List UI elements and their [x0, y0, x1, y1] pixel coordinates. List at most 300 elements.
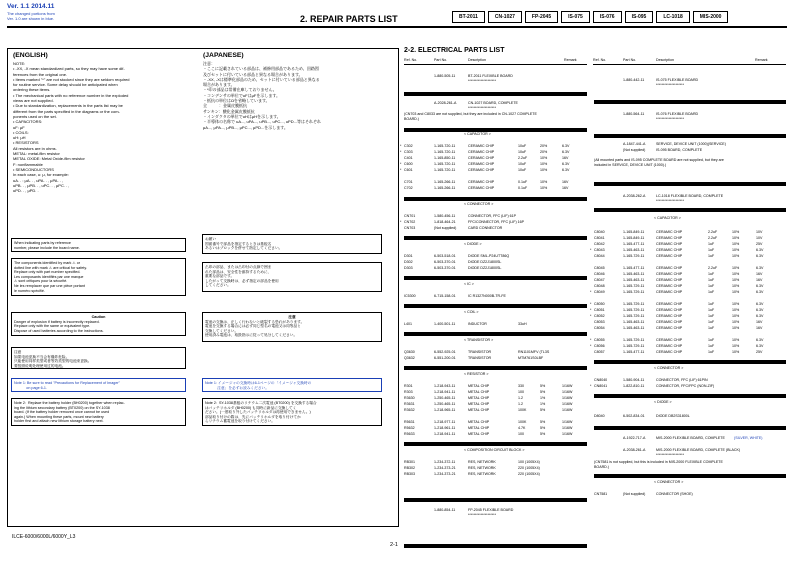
part-no: 1-250-465-11 [434, 402, 456, 406]
japanese-note-line: 注意： [203, 61, 215, 66]
value: 1uF [708, 290, 715, 294]
description: CERAMIC CHIP [656, 248, 683, 252]
part-no: 1-165-463-11 [623, 248, 645, 252]
part-no: 1-165-720-11 [434, 150, 456, 154]
part-no: 1-165-266-11 [434, 180, 456, 184]
part-no: 1-234-372-11 [434, 460, 456, 464]
category-label: < CONNECTOR > [654, 480, 684, 484]
part-no: 1-165-729-11 [623, 290, 645, 294]
value: 2.2uF [708, 266, 718, 270]
model-cn-1027: CN-1027 [488, 11, 522, 23]
japanese-note-line: ・ここに記載されている部品は、補修用部品であるため、回路図 [203, 66, 319, 72]
part-no: 1-165-729-11 [623, 314, 645, 318]
description: ******************** [468, 106, 496, 110]
stock-mark: * [590, 384, 592, 388]
parts-note: included in SERVICE, DEVICE UNIT (1000).) [594, 163, 667, 167]
rating: 6.3V [756, 254, 764, 258]
japanese-note-line: ・半導体の名称で uA..., uPA..., uPB..., uPC..., uPD...等はそれぞれ [203, 119, 321, 125]
description: METAL CHIP [468, 396, 490, 400]
page-title: 2. REPAIR PARTS LIST [300, 14, 398, 24]
ref-no: C8043 [594, 248, 605, 252]
stock-mark: * [400, 144, 402, 148]
value: 10uF [518, 144, 527, 148]
tolerance: 5% [540, 426, 546, 430]
col1-desc-header: Description [468, 58, 486, 62]
part-no: 1-165-720-11 [434, 162, 456, 166]
description: TRANSISTOR [468, 356, 492, 360]
rating: 6.3V [756, 290, 764, 294]
part-no: 1-818-464-21 [434, 220, 456, 224]
japanese-notes [203, 61, 321, 130]
value: 1uF [708, 248, 715, 252]
description: RES, NETWORK [468, 472, 496, 476]
description: FP-2045 FLEXIBLE BOARD [468, 508, 514, 512]
rating: 6.3V [562, 144, 570, 148]
rating: 16V [562, 156, 569, 160]
part-no: 1-165-720-11 [434, 168, 456, 172]
description: METAL CHIP [468, 390, 490, 394]
note2-en: Note 2: Replace the battery holder (BH0200) together when replac- ing the lithium secondary battery (BT0200) on the SY-1038 board. (If the battery holder removed once cannot be used again.) When mounting these parts, mount new battery holder first and attach new lithium storage battery next. [11, 398, 186, 426]
english-note-line: • COILS: [13, 129, 29, 135]
english-note-line: METAL OXIDE: Metal Oxide-film resistor [13, 156, 85, 162]
value: 1.2 [518, 402, 523, 406]
stock-mark: * [590, 290, 592, 294]
value: RN1101MFV (TL3S [518, 350, 550, 354]
col2-desc-header: Description [656, 58, 674, 62]
part-no: 1-234-373-21 [434, 472, 456, 476]
model-is-095: IS-095 [625, 11, 654, 23]
english-note-line: • RESISTORS [13, 140, 39, 146]
value: 0.1uF [518, 180, 528, 184]
ref-no: IC5300 [404, 294, 416, 298]
part-no: 1-165-463-11 [623, 272, 645, 276]
ref-no: C303 [404, 150, 413, 154]
parts-note: BOARD.) [594, 465, 609, 469]
ref-no: CN8040 [594, 378, 608, 382]
english-note-line: ponents used on the set. [13, 113, 57, 119]
part-no: 1-580-456-11 [434, 214, 456, 218]
ref-no: C8057 [594, 350, 605, 354]
rating: 16V [756, 326, 763, 330]
section-separator [594, 360, 786, 364]
part-no: A-2038-262-A [623, 194, 646, 198]
ref-no: R303 [404, 390, 413, 394]
tolerance: 10% [732, 230, 740, 234]
part-no: 1-580-904-11 [623, 378, 645, 382]
english-note-line: ferences from the original one. [13, 71, 68, 77]
description: CERAMIC CHIP [656, 308, 683, 312]
description: METAL CHIP [468, 408, 490, 412]
ref-no: C8040 [594, 230, 605, 234]
tolerance: 10% [732, 308, 740, 312]
part-no: 6-551-200-01 [434, 356, 456, 360]
section-separator [404, 332, 587, 336]
col2-header-rule [593, 64, 786, 65]
rating: 10V [756, 236, 763, 240]
section-separator [404, 544, 587, 548]
part-no: 1-880-854-11 [434, 508, 456, 512]
japanese-note-line: ・-XX, -Xは標準化部品のため、セットに付いている部品と異なる [203, 76, 320, 82]
description: CERAMIC CHIP [468, 180, 495, 184]
rating: 16V [562, 186, 569, 190]
col1-header-rule [404, 64, 587, 65]
part-no: 1-165-477-11 [623, 266, 645, 270]
footer-model: ILCE-6000/6000L/6000Y_L3 [12, 534, 76, 540]
ref-no: C401 [404, 156, 413, 160]
english-note-line: • Due to standardization, replacements in the parts list may be [13, 103, 123, 109]
ref-no: Q3630 [404, 350, 415, 354]
value: 1uF [708, 344, 715, 348]
description: CERAMIC CHIP [656, 338, 683, 342]
ref-no: C8055 [594, 338, 605, 342]
part-no: 1-165-463-11 [623, 320, 645, 324]
rating: 6.3V [756, 302, 764, 306]
description: CERAMIC CHIP [468, 156, 495, 160]
ref-no: D302 [404, 260, 413, 264]
electrical-parts-heading: 2-2. ELECTRICAL PARTS LIST [404, 47, 505, 54]
description: RES, NETWORK [468, 460, 496, 464]
tolerance: 10% [732, 350, 740, 354]
ref-no: C8047 [594, 278, 605, 282]
japanese-note-line: μA..., μPA..., μPB..., μPC..., μPD...を示します。 [203, 124, 288, 130]
japanese-note-line: サンキン：酸化金属皮膜抵抗 [203, 108, 255, 114]
description: CERAMIC CHIP [656, 266, 683, 270]
part-no: 1-218-941-11 [434, 390, 456, 394]
rating: 10V [756, 230, 763, 234]
description: CERAMIC CHIP [656, 278, 683, 282]
tolerance: 5% [540, 432, 546, 436]
description: RES, NETWORK [468, 466, 496, 470]
parts-note: (CN703 and C8033 are not supplied, but they are included in CN-1027 COMPLETE [404, 112, 537, 116]
japanese-note-line: ・*印の部品は常備在庫しておりません。 [203, 87, 277, 93]
description: METAL CHIP [468, 420, 490, 424]
safety-mark-note-en: The components identified by mark ⚠ or dotted line with mark ⚠ are critical for safety. Replace only with part number specified. Les composants identifiés par une marque ⚠ sont critiques pour la sécurité. Ne les remplacer que par une pièce portant le numéro spécifié. [11, 258, 186, 296]
english-note-line: for routine service. Some delay should be anticipated when [13, 82, 118, 88]
tolerance: 10% [732, 302, 740, 306]
part-no: 1-218-965-11 [434, 408, 456, 412]
tolerance: 10% [732, 326, 740, 330]
part-no: 1-165-849-11 [623, 230, 645, 234]
category-label: < TRANSISTOR > [464, 338, 494, 342]
description: CERAMIC CHIP [656, 284, 683, 288]
description: METAL CHIP [468, 402, 490, 406]
description: ******************** [656, 199, 684, 203]
value: 0.1uF [518, 186, 528, 190]
tolerance: 10% [540, 168, 548, 172]
model-fp-2045: FP-2045 [525, 11, 558, 23]
ref-no: R3632 [404, 408, 415, 412]
parts-note: (CN7581 is not supplied, but this is included in MIS-2000 FLEXIBLE COMPLETE [594, 460, 723, 464]
value: 10uF [518, 162, 527, 166]
english-note-line: All resistors are in ohms. [13, 145, 57, 151]
stock-mark: * [400, 162, 402, 166]
part-no: A-2028-261-A [434, 101, 457, 105]
english-note-line: METAL: metal-film resistor [13, 151, 60, 157]
value: 1uF [708, 308, 715, 312]
description: CERAMIC CHIP [656, 242, 683, 246]
part-no: 1-218-961-11 [434, 426, 456, 430]
ref-no: CN702 [404, 220, 416, 224]
color-variant: (SILVER, WHITE) [734, 436, 763, 440]
parts-note: BOARD.) [404, 117, 419, 121]
part-no: 6-715-158-01 [434, 294, 456, 298]
reference-note-en: When indicating parts by reference number, please include the board name. [11, 238, 186, 252]
part-no: 1-165-729-11 [623, 284, 645, 288]
value: 1uF [708, 254, 715, 258]
rating: 1/16W [562, 408, 573, 412]
value: 1uF [708, 338, 715, 342]
japanese-note-line: 場合があります。 [203, 82, 235, 88]
tolerance: 10% [732, 278, 740, 282]
part-no: 1-218-943-11 [434, 384, 456, 388]
part-no: 1-165-477-11 [623, 242, 645, 246]
description: ******************** [468, 513, 496, 517]
description: CERAMIC CHIP [468, 150, 495, 154]
ref-no: D301 [404, 254, 413, 258]
english-note-line: F: nonflammable [13, 161, 43, 167]
ref-no: C601 [404, 168, 413, 172]
tolerance: 10% [540, 180, 548, 184]
value: 100 [518, 390, 524, 394]
part-no: A-2038-261-A [623, 448, 646, 452]
rating: 1/16W [562, 384, 573, 388]
rating: 16V [756, 278, 763, 282]
rating: 6.3V [756, 266, 764, 270]
ref-no: C302 [404, 144, 413, 148]
value: 1uF [708, 278, 715, 282]
rating: 25V [756, 350, 763, 354]
category-label: < CAPACITOR > [654, 216, 681, 220]
description: IS-095 BOARD, COMPLETE [656, 148, 703, 152]
section-separator [594, 474, 786, 478]
tolerance: 10% [540, 156, 548, 160]
value: 10uF [518, 168, 527, 172]
rating: 6.3V [562, 150, 570, 154]
ref-no: R5632 [404, 426, 415, 430]
model-bt-2011: BT-2011 [452, 11, 485, 23]
stock-mark: * [400, 150, 402, 154]
ref-no: R3631 [404, 402, 415, 406]
ref-no: Q3632 [404, 356, 415, 360]
part-no: 6-503-518-01 [434, 254, 456, 258]
tolerance: 10% [732, 248, 740, 252]
description: ******************** [656, 83, 684, 87]
tolerance: 10% [732, 314, 740, 318]
value: 100 [518, 432, 524, 436]
category-label: < RESISTOR > [464, 372, 489, 376]
description: MIS-2000 FLEXIBLE BOARD, COMPLETE (BLACK) [656, 448, 741, 452]
ref-no: C701 [404, 180, 413, 184]
part-no: 6-503-370-01 [434, 260, 456, 264]
section-separator [404, 304, 587, 308]
ref-no: C702 [404, 186, 413, 190]
col1-part-header: Part No. [434, 58, 448, 62]
rating: 25V [756, 242, 763, 246]
category-label: < CONNECTOR > [464, 202, 494, 206]
value: 1uF [708, 284, 715, 288]
col1-remark-header: Remark [564, 58, 577, 62]
stock-mark: * [590, 344, 592, 348]
description: INDUCTOR [468, 322, 487, 326]
description: CN-1027 BOARD, COMPLETE [468, 101, 518, 105]
description: CERAMIC CHIP [656, 314, 683, 318]
description: METAL CHIP [468, 384, 490, 388]
ref-no: C8041 [594, 236, 605, 240]
description: DIODE SML-P24UTT86Q [468, 254, 510, 258]
value: 1uF [708, 320, 715, 324]
value: 4.7K [518, 426, 526, 430]
section-separator [404, 366, 587, 370]
tolerance: 10% [540, 162, 548, 166]
description: CARD CONNECTOR [468, 226, 503, 230]
section-separator [594, 182, 786, 186]
tolerance: 20% [540, 150, 548, 154]
stock-mark: * [590, 314, 592, 318]
tolerance: 5% [540, 384, 546, 388]
rating: 6.3V [756, 338, 764, 342]
ref-no: RB301 [404, 460, 415, 464]
category-label: < COIL > [464, 310, 479, 314]
section-separator [404, 276, 587, 280]
caution-box-zh: 注意 如果电池更换不当会有爆炸危险。 只能使用同样类型或者等效类型的电池来更换。 要按照说明处理使用过的电池。 [11, 347, 186, 369]
category-label: < DIODE > [654, 400, 672, 404]
ref-no: CN703 [404, 226, 416, 230]
value: 220 (1005X4) [518, 466, 540, 470]
ref-no: R3630 [404, 396, 415, 400]
description: CONNECTOR, FFC (LIF) 61P [468, 214, 517, 218]
english-note-line: uPB. . , μPB. . , uPC. . , μPC. . , [13, 182, 70, 188]
description: DIODE DB2S31800L [656, 414, 690, 418]
description: MIS-2000 FLEXIBLE BOARD, COMPLETE [656, 436, 725, 440]
value: 1uF [708, 350, 715, 354]
value: 100 (1005X4) [518, 460, 540, 464]
part-no: 1-165-729-11 [623, 338, 645, 342]
ref-no: C8053 [594, 320, 605, 324]
description: CERAMIC CHIP [656, 326, 683, 330]
note1-en: Note 1: Be sure to read "Precautions for Replacement of Imager" on page 6-1. [11, 378, 186, 392]
rating: 16V [756, 320, 763, 324]
ref-no: C8049 [594, 290, 605, 294]
col1-ref-header: Ref. No. [404, 58, 418, 62]
description: CERAMIC CHIP [656, 254, 683, 258]
part-no: 1-880-564-11 [623, 112, 645, 116]
tolerance: 10% [732, 242, 740, 246]
ref-no: CN7581 [594, 492, 608, 496]
description: CERAMIC CHIP [656, 230, 683, 234]
rating: 1/16W [562, 390, 573, 394]
tolerance: 10% [732, 284, 740, 288]
section-separator [404, 197, 587, 201]
english-note-line: • The mechanical parts with no reference number in the exploded [13, 92, 129, 98]
part-no: 6-502-834-01 [623, 414, 645, 418]
value: 33uH [518, 322, 527, 326]
ref-no: D303 [404, 266, 413, 270]
description: IS-076 FLEXIBLE BOARD [656, 112, 699, 116]
english-note-line: ordering these items. [13, 87, 51, 93]
description: CERAMIC CHIP [656, 344, 683, 348]
category-label: < IC > [464, 282, 474, 286]
english-note-line: • SEMICONDUCTORS [13, 166, 54, 172]
description: ******************** [656, 117, 684, 121]
category-label: < COMPOSITION CIRCUIT BLOCK > [464, 448, 525, 452]
description: FFC/CONNECTOR, FFC (LIF) 16P [468, 220, 525, 224]
description: CERAMIC CHIP [468, 186, 495, 190]
caution-jp-title: 注意 [288, 315, 296, 319]
part-no: 1-165-729-11 [623, 308, 645, 312]
tolerance: 10% [732, 320, 740, 324]
part-no: 1-218-977-11 [434, 420, 456, 424]
stock-mark: * [590, 338, 592, 342]
japanese-note-line: ・抵抗の単位はΩを省略しています。 [203, 98, 270, 104]
section-separator [594, 208, 786, 212]
description: LC-1018 FLEXIBLE BOARD, COMPLETE [656, 194, 724, 198]
ref-no: C8042 [594, 242, 605, 246]
note1-jp: Note 1: イメージャの交換時は6-1ページの「イメージャ交換時の 注意」を必ずお読みください。 [202, 378, 382, 392]
japanese-heading: (JAPANESE) [203, 52, 244, 59]
version-label: Ver. 1.1 2014.11 [7, 3, 55, 10]
value: 1.2 [518, 396, 523, 400]
description: CERAMIC CHIP [468, 144, 495, 148]
part-no: 1-165-729-11 [623, 344, 645, 348]
value: 10uF [518, 150, 527, 154]
section-separator [404, 92, 587, 96]
section-separator [594, 100, 786, 104]
version-note-1: The changed portions from [7, 11, 55, 16]
safety-mark-note-jp: ⚠印の部品、または⚠印付の点線で囲ま れた部品は、安全性を維持するために、 重要な部品です。 したがって交換時は、必ず指定の部品を使用 してください。 [202, 262, 382, 292]
value: 100K [518, 408, 527, 412]
description: CONNECTOR, FFC (LIF) 61PIN [656, 378, 708, 382]
part-no: 1-234-373-21 [434, 466, 456, 470]
tolerance: 5% [540, 408, 546, 412]
part-no: 1-165-729-11 [623, 254, 645, 258]
value: 100K [518, 420, 527, 424]
value: 2.2uF [708, 230, 718, 234]
model-is-076: IS-076 [593, 11, 622, 23]
value: 1uF [708, 326, 715, 330]
tolerance: 10% [732, 254, 740, 258]
section-separator [404, 236, 587, 240]
model-mis-2000: MIS-2000 [693, 11, 729, 23]
part-no: A-1847-441-A [623, 142, 646, 146]
section-separator [594, 134, 786, 138]
part-no: A-1922-717-A [623, 436, 646, 440]
model-list [452, 11, 728, 23]
part-no: 1-165-849-11 [623, 236, 645, 240]
rating: 1/16W [562, 426, 573, 430]
rating: 6.3V [756, 248, 764, 252]
tolerance: 10% [732, 266, 740, 270]
stock-mark: * [590, 308, 592, 312]
ref-no: R5633 [404, 432, 415, 436]
description: CERAMIC CHIP [468, 162, 495, 166]
japanese-note-line: ・インダクタの単位でuHはμHを示します。 [203, 113, 281, 119]
caution-title: Caution [91, 315, 106, 319]
ref-no: D8040 [594, 414, 605, 418]
part-no: 1-165-729-11 [623, 302, 645, 306]
part-no: 1-165-463-11 [623, 326, 645, 330]
rating: 1/16W [562, 396, 573, 400]
description: DIODE DZ2J1800SL [468, 260, 502, 264]
value: 1uF [708, 272, 715, 276]
ref-no: C600 [404, 162, 413, 166]
stock-mark: * [400, 168, 402, 172]
tolerance: 10% [732, 344, 740, 348]
part-no: 1-165-266-11 [434, 186, 456, 190]
ref-no: CN701 [404, 214, 416, 218]
ref-no: C8054 [594, 326, 605, 330]
rating: 16V [562, 180, 569, 184]
section-separator [404, 498, 587, 502]
